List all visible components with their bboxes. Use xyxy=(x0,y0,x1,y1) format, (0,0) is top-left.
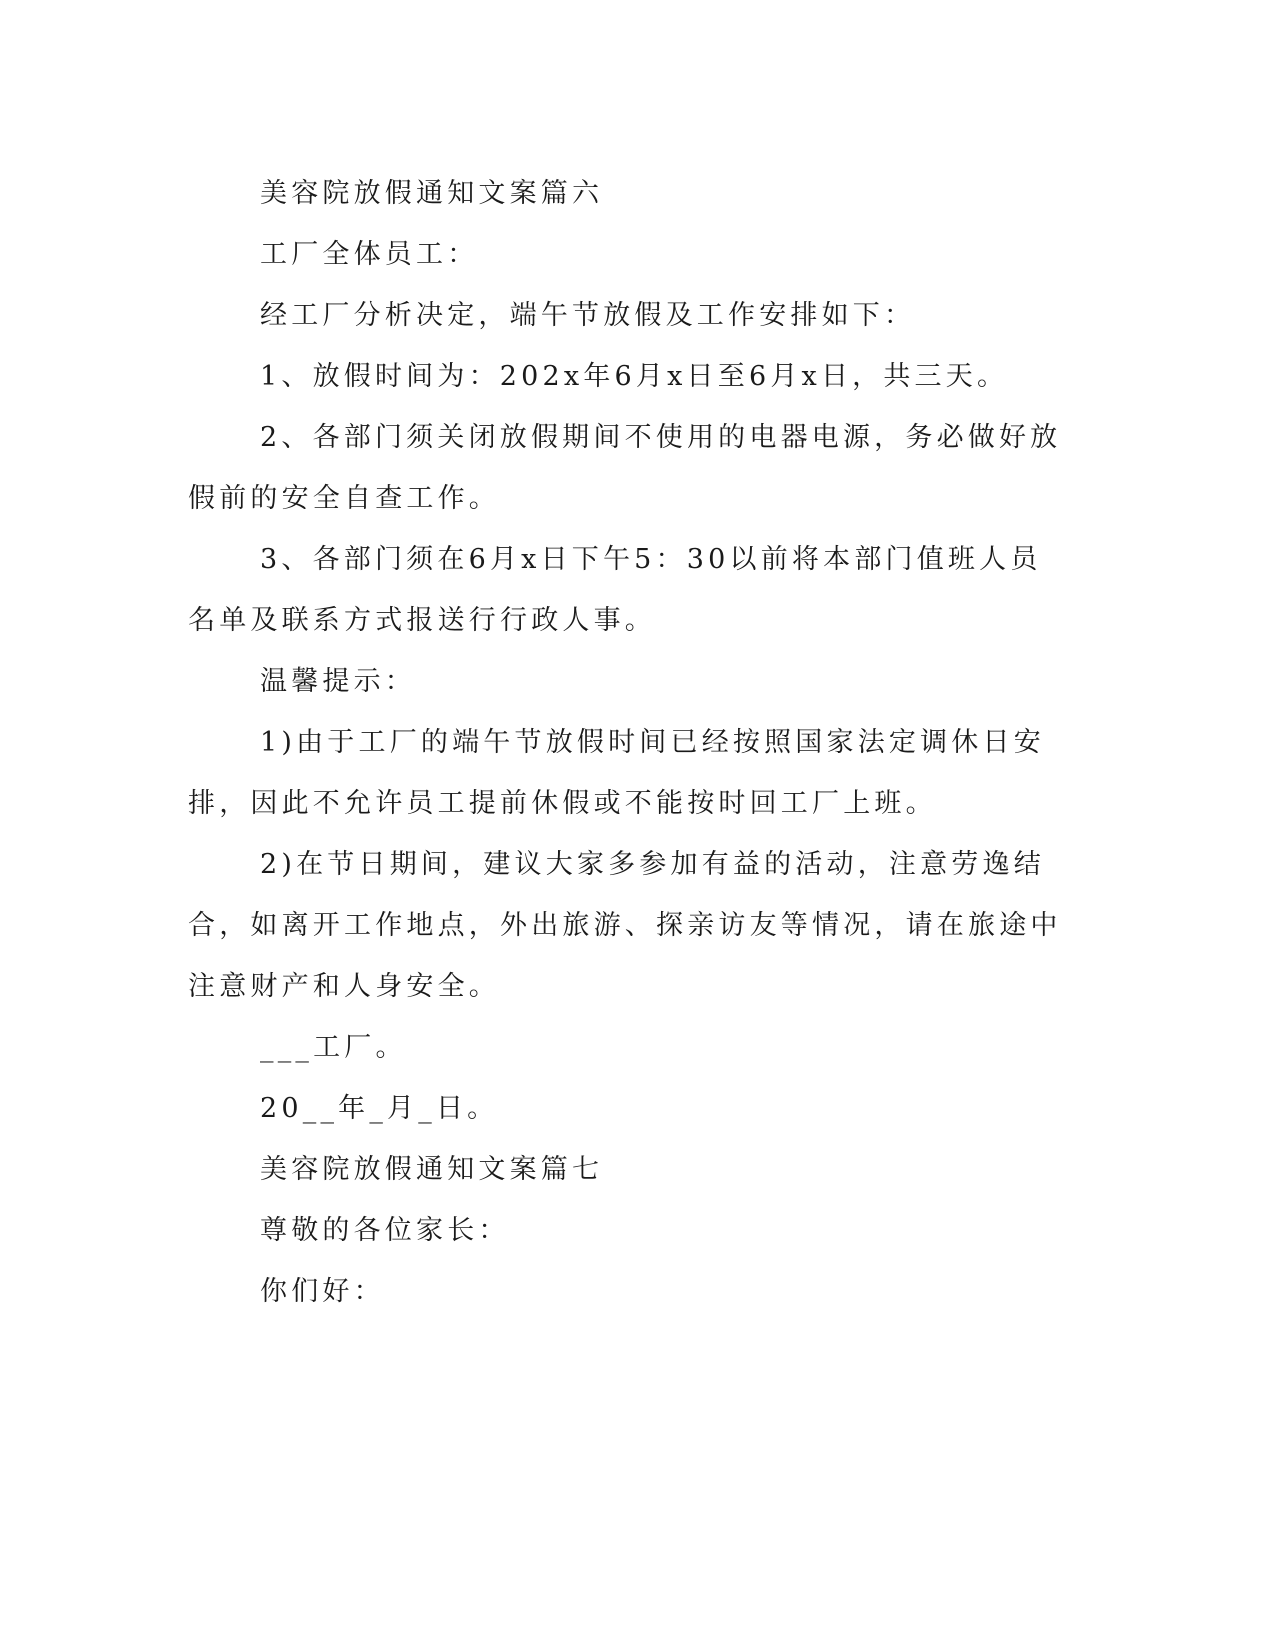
item-2: 2、各部门须关闭放假期间不使用的电器电源，务必做好放假前的安全自查工作。 xyxy=(188,422,1062,514)
item-1: 1、放假时间为：202x年6月x日至6月x日，共三天。 xyxy=(260,361,1009,392)
document-body xyxy=(188,163,1068,1322)
section-heading-6: 美容院放假通知文案篇六 xyxy=(260,178,604,209)
greeting: 你们好： xyxy=(260,1276,385,1307)
tips-heading: 温馨提示： xyxy=(260,666,416,697)
intro-paragraph: 经工厂分析决定，端午节放假及工作安排如下： xyxy=(260,300,916,331)
item-3: 3、各部门须在6月x日下午5：30以前将本部门值班人员名单及联系方式报送行行政人事。 xyxy=(188,544,1042,636)
salutation-parents: 尊敬的各位家长： xyxy=(260,1215,510,1246)
salutation-staff: 工厂全体员工： xyxy=(260,239,479,270)
section-heading-7: 美容院放假通知文案篇七 xyxy=(260,1154,604,1185)
tip-1: 1)由于工厂的端午节放假时间已经按照国家法定调休日安排，因此不允许员工提前休假或不能按时回工厂上班。 xyxy=(188,727,1045,819)
signature-date: 20__年_月_日。 xyxy=(260,1093,499,1124)
tip-2: 2)在节日期间，建议大家多参加有益的活动，注意劳逸结合，如离开工作地点，外出旅游、探亲访友等情况，请在旅途中注意财产和人身安全。 xyxy=(188,849,1062,1002)
signature-factory: ___工厂。 xyxy=(260,1032,407,1063)
